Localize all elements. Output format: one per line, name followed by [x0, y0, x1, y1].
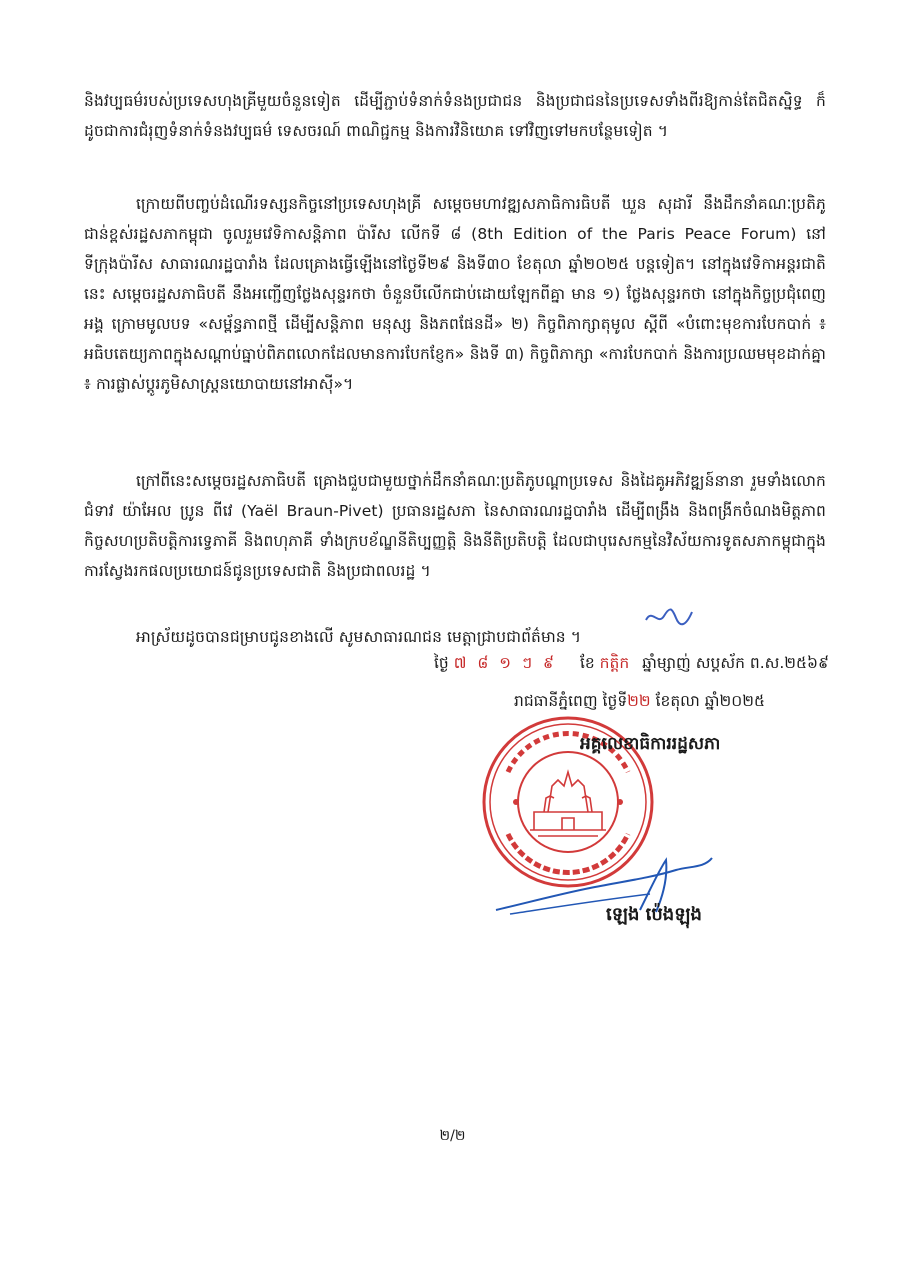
- place-date-line: [514, 688, 765, 714]
- office-title: អគ្គលេខាធិការរដ្ឋសភា: [580, 734, 721, 754]
- signatory-name: ឡេង ប៉េងឡុង: [606, 904, 702, 925]
- paragraph-2: ក្រោយពីបញ្ចប់ដំណើរទស្សនកិច្ចនៅប្រទេសហុងគ្រី សម្តេចមហាវឌ្ឍសភាធិការធិបតី ឃួន សុដារី នឹងដឹកនាំគណៈប្រតិភូជាន់ខ្ពស់រដ្ឋសភាកម្ពុជា ចូលរួមវេទិកាសន្តិភាព ប៉ារីស លើកទី ៨ (8th Edition of the Paris Peace Forum) នៅទីក្រុងប៉ារីស សាធារណរដ្ឋបារាំង ដែលគ្រោងធ្វើឡើងនៅថ្ងៃទី២៩ និងទី៣០ ខែតុលា ឆ្នាំ២០២៥ បន្តទៀត។ នៅក្នុងវេទិកាអន្តរជាតិនេះ សម្តេចរដ្ឋសភាធិបតី នឹងអញ្ជើញថ្លែងសុន្ទរកថា ចំនួនបីលើកជាប់ដោយឡែកពីគ្នា មាន ១) ថ្លែងសុន្ទរកថា នៅក្នុងកិច្ចប្រជុំពេញអង្គ ក្រោមមូលបទ «សម្ព័ន្ធភាពថ្មី ដើម្បីសន្តិភាព មនុស្ស និងភពផែនដី» ២) កិច្ចពិភាក្សាតុមូល ស្តីពី «បំពោះមុខការបែកបាក់ ៖ អធិបតេយ្យភាពក្នុងសណ្តាប់ធ្នាប់ពិភពលោកដែលមានការបែកខ្ញែក» និងទី ៣) កិច្ចពិភាក្សា «ការបែកបាក់ និងការប្រឈមមុខដាក់គ្នា ៖ ការផ្លាស់ប្តូរភូមិសាស្ត្រនយោបាយនៅអាស៊ី»។: [84, 194, 826, 393]
- lunar-date-month-handwritten: កត្តិក: [599, 654, 630, 672]
- lunar-date-line: [434, 650, 829, 676]
- lunar-date-prefix: ថ្ងៃ: [434, 654, 449, 672]
- lunar-date-month-label: ខែ: [579, 654, 595, 672]
- place-date-prefix: រាជធានីភ្នំពេញ ថ្ងៃទី: [514, 692, 628, 710]
- page-number: ២/២: [439, 1128, 466, 1144]
- paragraph-4: អាស្រ័យដូចបានជម្រាបជូនខាងលើ សូមសាធារណជន មេត្តាជ្រាបជាព័ត៌មាន ។: [136, 627, 582, 646]
- handwritten-initials: [642, 604, 702, 630]
- paragraph-3: ក្រៅពីនេះសម្តេចរដ្ឋសភាធិបតី គ្រោងជួបជាមួយថ្នាក់ដឹកនាំគណៈប្រតិភូបណ្តាប្រទេស និងដៃគូអភិវឌ្ឍន៍នានា រួមទាំងលោកជំទាវ យ៉ាអែល ប្រូន ពីវេ (Yaël Braun-Pivet) ប្រធានរដ្ឋសភា នៃសាធារណរដ្ឋបារាំង ដើម្បីពង្រឹង និងពង្រីកចំណងមិត្តភាព កិច្ចសហប្រតិបត្តិការទ្វេភាគី និងពហុភាគី ទាំងក្របខ័ណ្ឌនីតិប្បញ្ញត្តិ និងនីតិប្រតិបត្តិ ដែលជាបុរេសកម្មនៃវិស័យការទូតសភាកម្ពុជាក្នុងការស្វែងរកផលប្រយោជន៍ជូនប្រទេសជាតិ និងប្រជាពលរដ្ឋ ។: [84, 471, 826, 580]
- paragraph-1: និងវប្បធម៌របស់ប្រទេសហុងគ្រីមួយចំនួនទៀត ដើម្បីភ្ជាប់ទំនាក់ទំនងប្រជាជន និងប្រជាជននៃប្រទេសទាំងពីរឱ្យកាន់តែជិតស្និទ្ធ ក៏ដូចជាការជំរុញទំនាក់ទំនងវប្បធម៌ ទេសចរណ៍ ពាណិជ្ជកម្ម និងការវិនិយោគ ទៅវិញទៅមកបន្ថែមទៀត ។: [84, 91, 826, 140]
- lunar-date-rest: ឆ្នាំម្សាញ់ សប្តស័ក ព.ស.២៥៦៩: [642, 654, 829, 672]
- place-date-day: ២២: [627, 692, 651, 710]
- place-date-rest: ខែតុលា ឆ្នាំ២០២៥: [655, 692, 765, 710]
- lunar-date-handwritten: ៧ ៨ ១ ៗ ៩: [453, 654, 558, 672]
